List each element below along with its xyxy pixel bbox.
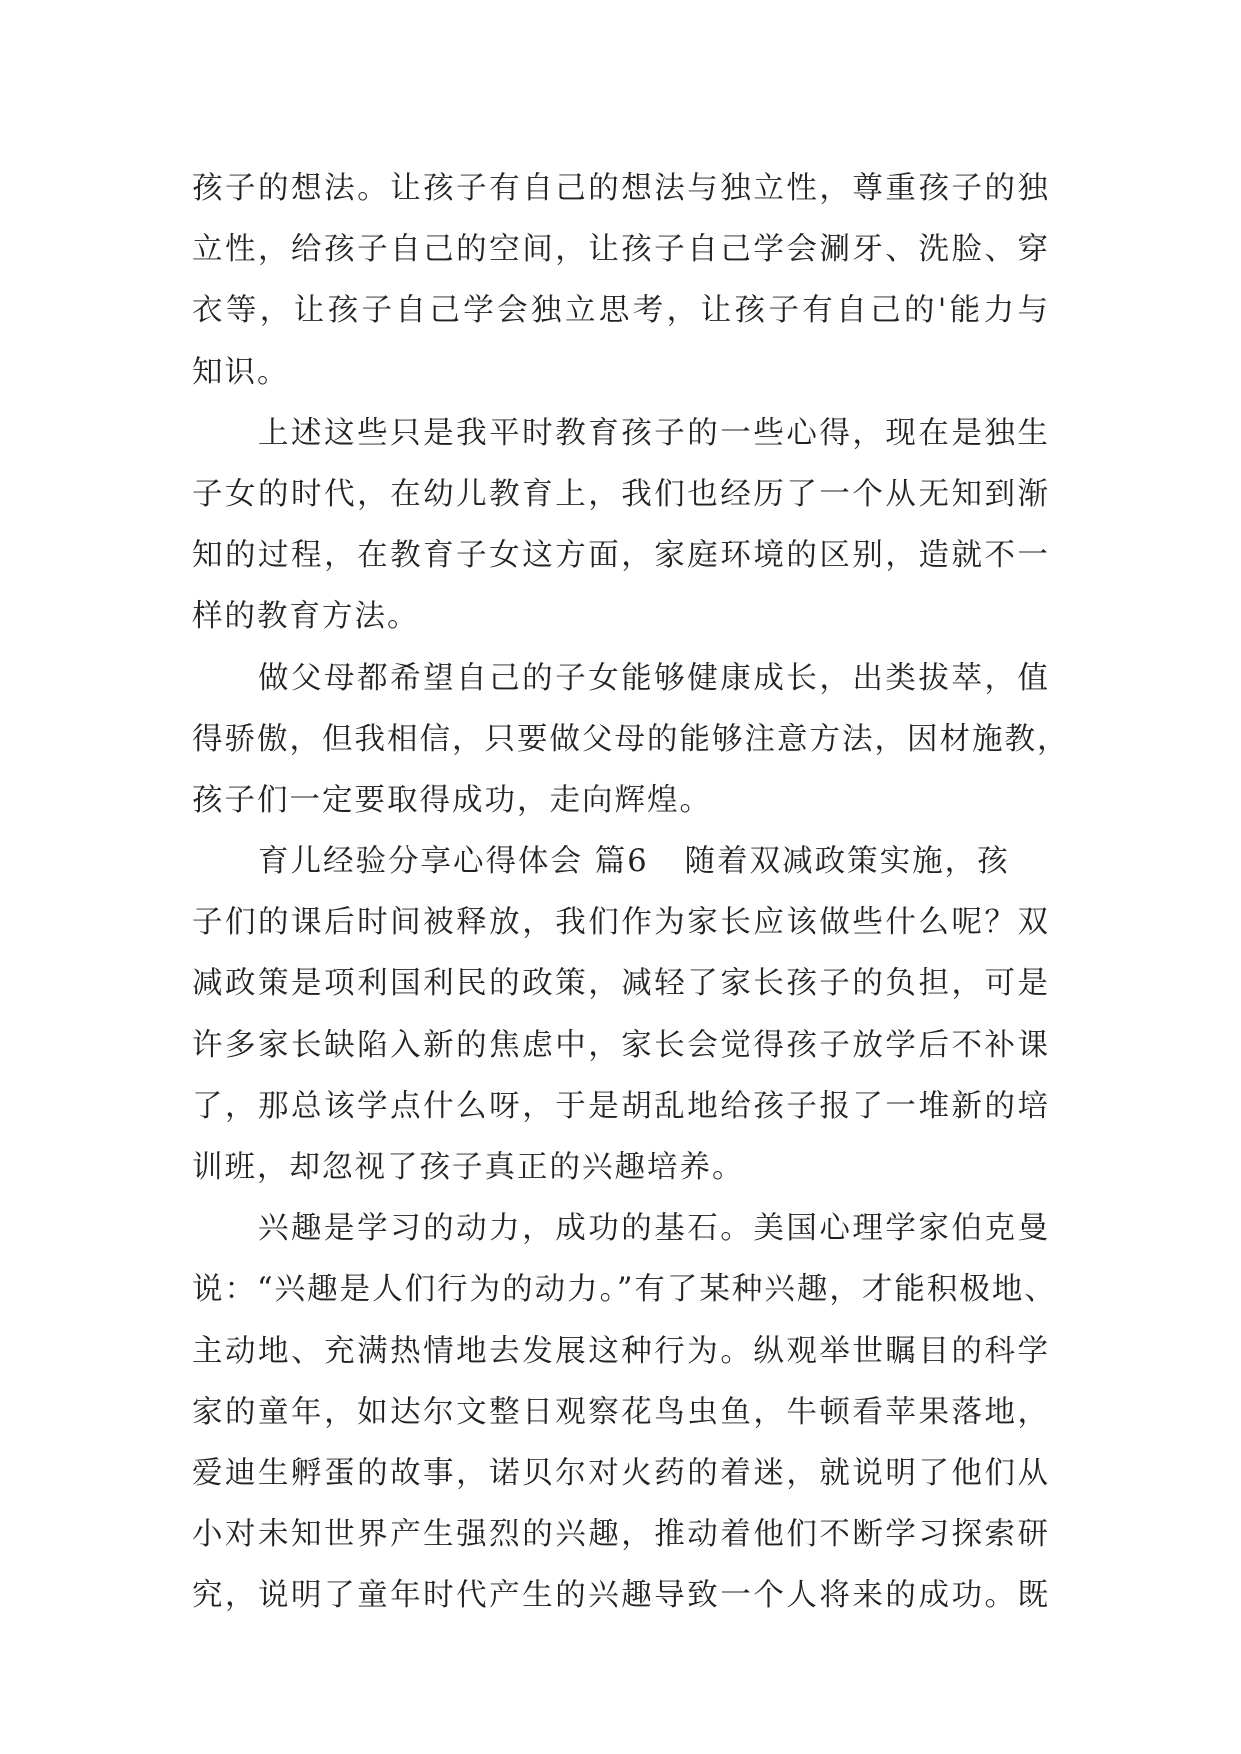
paragraph-line: 主动地、充满热情地去发展这种行为。纵观举世瞩目的科学 <box>192 1333 1050 1369</box>
paragraph-line: 兴趣是学习的动力，成功的基石。美国心理学家伯克曼 <box>258 1211 1050 1247</box>
paragraph-line: 说：“兴趣是人们行为的动力。”有了某种兴趣，才能积极地、 <box>192 1272 1057 1308</box>
paragraph-line: 训班，却忽视了孩子真正的兴趣培养。 <box>192 1150 745 1185</box>
paragraph-line: 了，那总该学点什么呀，于是胡乱地给孩子报了一堆新的培 <box>192 1088 1050 1124</box>
paragraph-line: 做父母都希望自己的子女能够健康成长，出类拔萃，值 <box>258 660 1050 696</box>
paragraph-line: 孩子们一定要取得成功，走向辉煌。 <box>192 782 712 818</box>
paragraph-line: 立性，给孩子自己的空间，让孩子自己学会涮牙、洗脸、穿 <box>192 232 1050 268</box>
paragraph-line: 衣等，让孩子自己学会独立思考，让孩子有自己的'能力与 <box>192 293 1050 329</box>
paragraph-line: 子们的课后时间被释放，我们作为家长应该做些什么呢？双 <box>192 905 1050 941</box>
paragraph-line: 减政策是项利国利民的政策，减轻了家长孩子的负担，可是 <box>192 966 1050 1002</box>
paragraph-line: 小对未知世界产生强烈的兴趣，推动着他们不断学习探索研 <box>192 1517 1050 1553</box>
document-body <box>192 158 1070 1627</box>
paragraph-line: 得骄傲，但我相信，只要做父母的能够注意方法，因材施教， <box>192 721 1070 757</box>
section-heading-line <box>192 831 1050 892</box>
paragraph-line: 知识。 <box>192 354 290 390</box>
paragraph-line: 家的童年，如达尔文整日观察花鸟虫鱼，牛顿看苹果落地， <box>192 1394 1050 1430</box>
paragraph-line: 许多家长缺陷入新的焦虑中，家长会觉得孩子放学后不补课 <box>192 1027 1050 1063</box>
paragraph-line: 知的过程，在教育子女这方面，家庭环境的区别，造就不一 <box>192 538 1050 574</box>
paragraph-line: 样的教育方法。 <box>192 599 420 635</box>
paragraph-line: 上述这些只是我平时教育孩子的一些心得，现在是独生 <box>258 415 1050 451</box>
section-heading: 育儿经验分享心得体会 篇6 <box>258 844 649 880</box>
paragraph-line: 爱迪生孵蛋的故事，诺贝尔对火药的着迷，就说明了他们从 <box>192 1455 1050 1491</box>
paragraph-line-start: 随着双减政策实施，孩 <box>684 844 1010 880</box>
paragraph-line: 子女的时代，在幼儿教育上，我们也经历了一个从无知到渐 <box>192 476 1050 512</box>
paragraph-line: 孩子的想法。让孩子有自己的想法与独立性，尊重孩子的独 <box>192 171 1050 206</box>
paragraph-line: 究，说明了童年时代产生的兴趣导致一个人将来的成功。既 <box>192 1578 1050 1614</box>
